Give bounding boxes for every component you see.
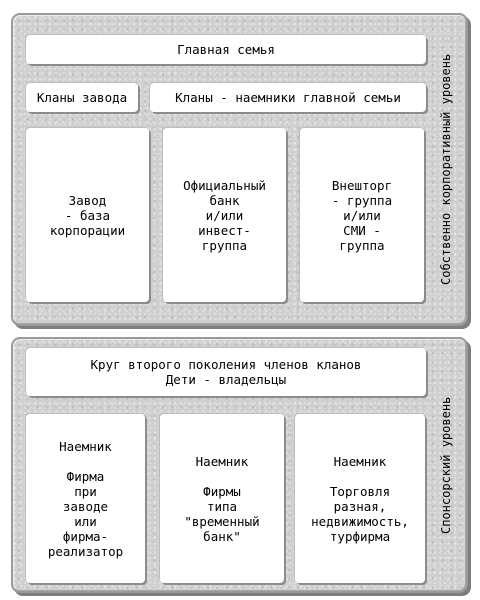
sponsor-level-side-label: Спонсорский уровень — [439, 396, 453, 534]
corporate-level-side-label: Собственно корпоративный уровень — [439, 53, 453, 285]
foreign-trade-label: Внешторг - группа и/или СМИ - группа — [331, 177, 393, 253]
temporary-bank-label: Наемник Фирмы типа "временный банк" — [184, 453, 260, 544]
factory-firm-label: Наемник Фирма при заводе или фирма- реализатор — [47, 438, 124, 559]
main-family-label: Главная семья — [177, 42, 275, 57]
second-generation-label: Круг второго поколения членов кланов Дети - владельцы — [90, 357, 362, 387]
factory-clans-box — [26, 83, 138, 112]
trade-realty-box — [295, 414, 425, 583]
official-bank-box — [163, 128, 286, 302]
mercenary-clans-label: Кланы - наемники главной семьи — [175, 90, 401, 105]
factory-base-box — [26, 128, 149, 302]
factory-firm-box — [26, 414, 145, 583]
main-family-box — [26, 35, 426, 64]
temporary-bank-box — [160, 414, 284, 583]
factory-base-label: Завод - база корпорации — [49, 192, 126, 238]
factory-clans-label: Кланы завода — [36, 90, 128, 105]
second-generation-box — [26, 348, 426, 396]
mercenary-clans-box — [150, 83, 426, 112]
trade-realty-label: Наемник Торговля разная, недвижимость, турфирма — [311, 453, 409, 544]
official-bank-label: Официальный банк и/или инвест- группа — [183, 177, 266, 253]
foreign-trade-box — [300, 128, 424, 302]
